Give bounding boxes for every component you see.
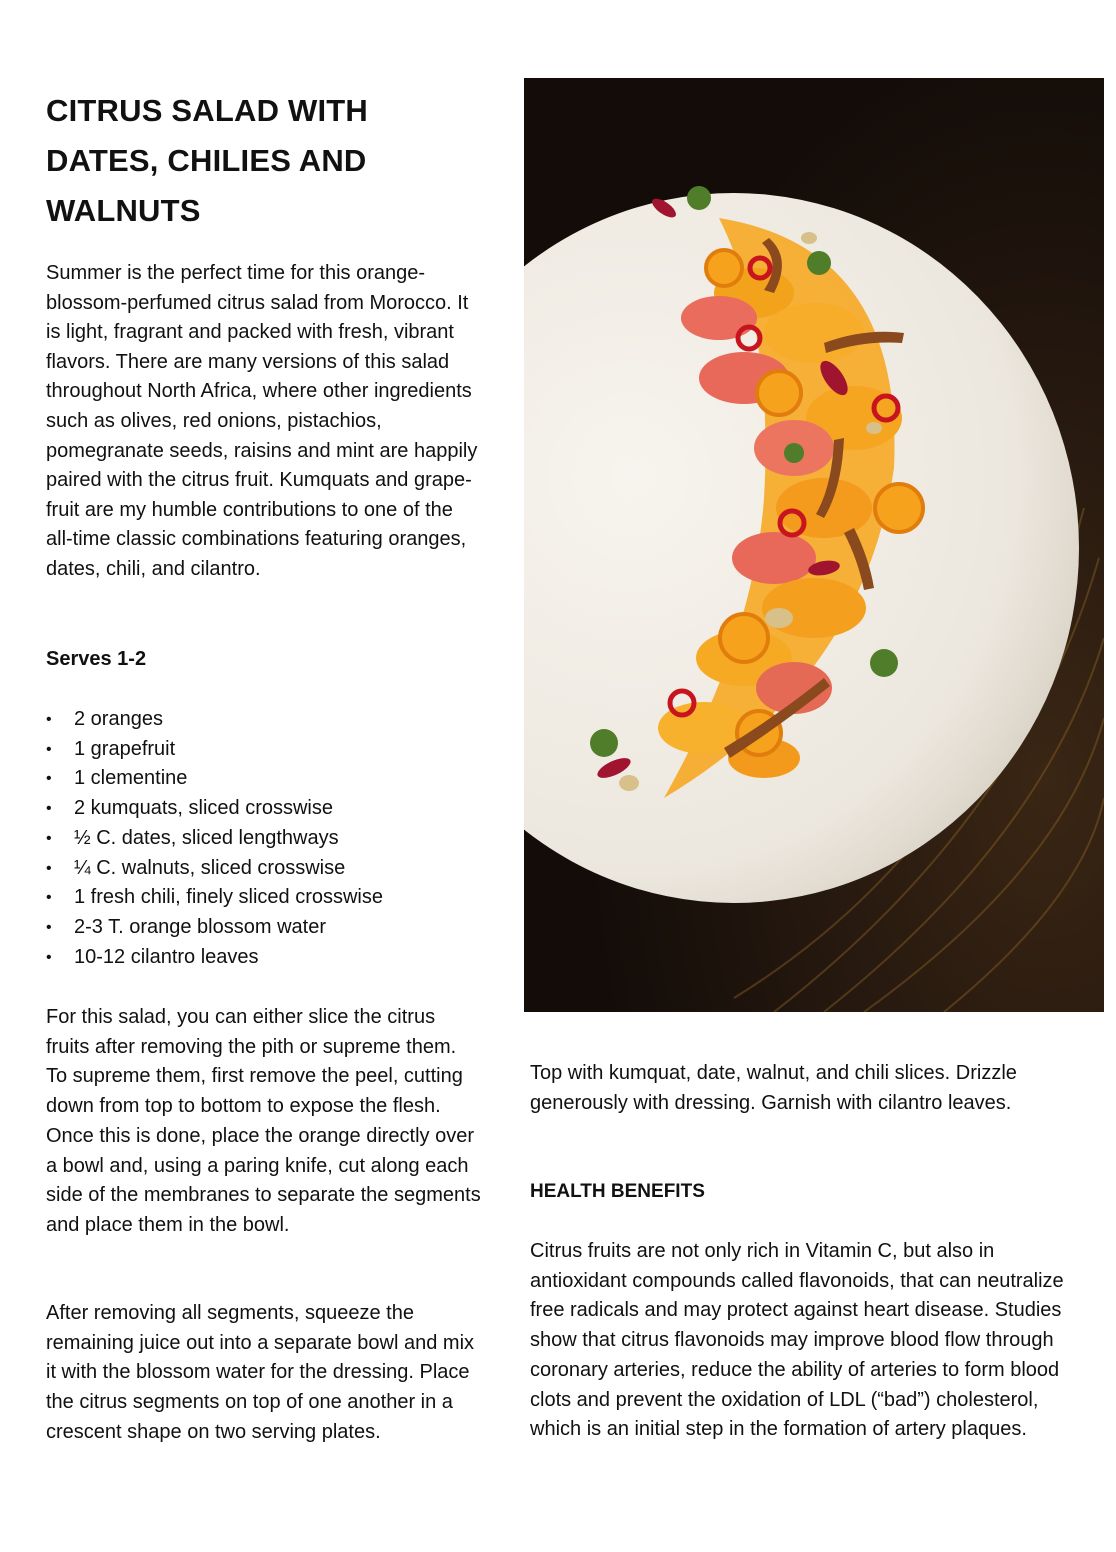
ingredient-item: • ½ C. dates, sliced lengthways <box>46 824 476 854</box>
method-paragraph-2: After removing all segments, squeeze the remaining juice out into a separate bowl and mix it with the blossom water for the dressing. Place the citrus segments on top of one another in a crescent shape on two serving plates. <box>46 1302 475 1443</box>
serves-label: Serves 1-2 <box>46 648 147 670</box>
ingredient-item: • 10-12 cilantro leaves <box>46 943 476 973</box>
method-paragraph-3: Top with kumquat, date, walnut, and chili slices. Drizzle generously with dressing. Garnish with cilantro leaves. <box>530 1062 1017 1114</box>
ingredient-item: • 1 fresh chili, finely sliced crosswise <box>46 883 476 913</box>
ingredient-list <box>46 705 476 972</box>
ingredient-item: • 2 kumquats, sliced crosswise <box>46 794 476 824</box>
ingredient-item: • 1 clementine <box>46 764 476 794</box>
salad-photo <box>524 78 1104 1012</box>
ingredient-item: • ¼ C. walnuts, sliced crosswise <box>46 854 476 884</box>
ingredient-item: • 2 oranges <box>46 705 476 735</box>
ingredient-item: • 2-3 T. orange blossom water <box>46 913 476 943</box>
ingredient-item: • 1 grapefruit <box>46 735 476 765</box>
health-benefits-heading: HEALTH BENEFITS <box>530 1181 705 1202</box>
method-paragraph-1: For this salad, you can either slice the citrus fruits after removing the pith or supreme them. To supreme them, first remove the peel, cutting down from top to bottom to expose the flesh. Once this is done, place the orange directly over a bowl and, using a paring knife, cut along each side of the membranes to separate the segments and place them in the bowl. <box>46 1006 481 1236</box>
intro-paragraph: Summer is the perfect time for this orange-blossom-perfumed citrus salad from Morocco. It is light, fragrant and packed with fresh, vibrant flavors. There are many versions of this salad throughout North Africa, where other ingredients such as olives, red onions, pistachios, pomegranate seeds, raisins and mint are happily paired with the citrus fruit. Kumquats and grape-fruit are my humble contributions to one of the all-time classic combinations featuring oranges, dates, chili, and cilantro. <box>46 262 478 580</box>
salad-plate-illustration <box>524 78 1104 1012</box>
health-benefits-text: Citrus fruits are not only rich in Vitamin C, but also in antioxidant compounds called flavonoids, that can neutralize free radicals and may protect against heart disease. Studies show that citrus flavonoids may improve blood flow through coronary arteries, reduce the ability of arteries to form blood clots and prevent the oxidation of LDL (“bad”) cholesterol, which is an initial step in the formation of artery plaques. <box>530 1240 1064 1441</box>
recipe-title: CITRUS SALAD WITH DATES, CHILIES AND WALNUTS <box>46 93 368 228</box>
